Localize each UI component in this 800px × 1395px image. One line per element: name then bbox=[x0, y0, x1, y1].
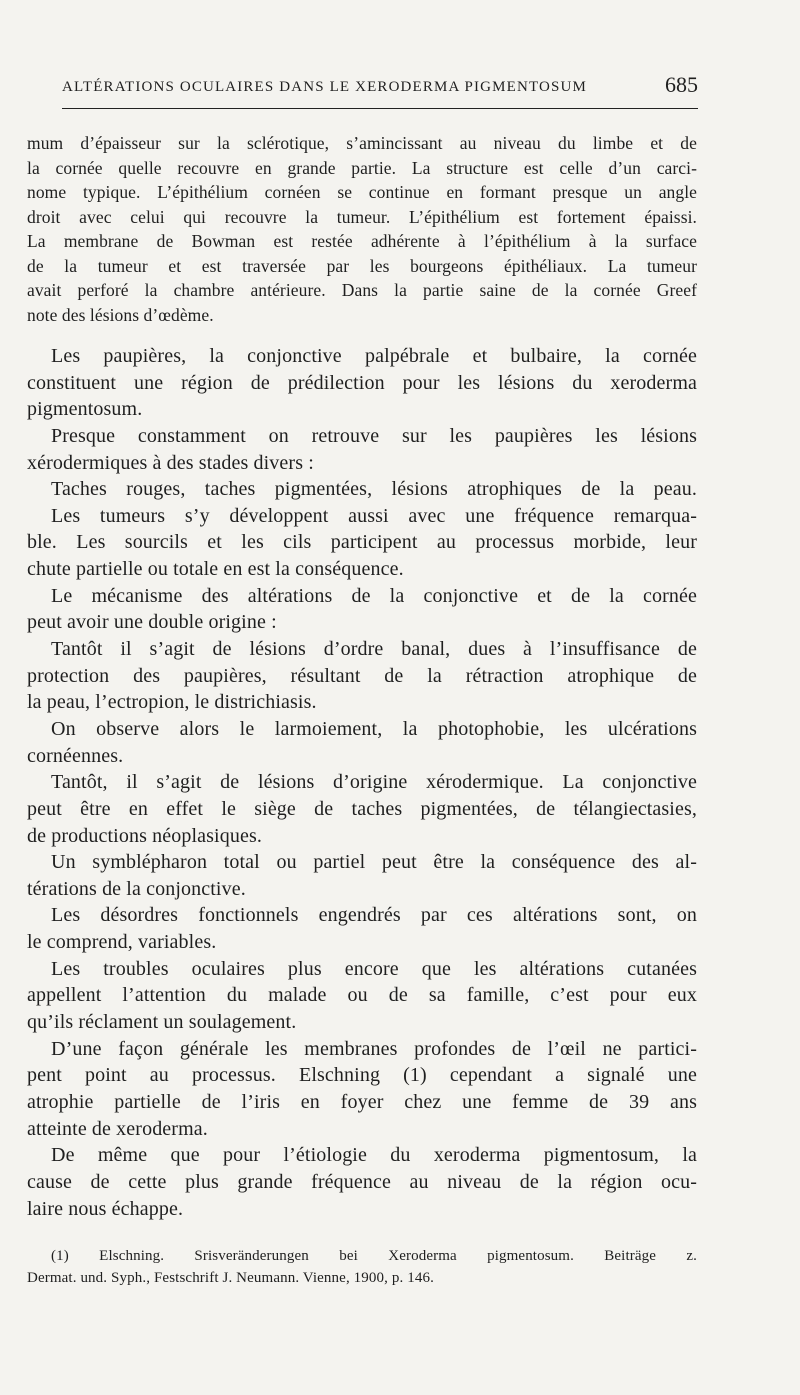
body-line: constituent une région de prédilection pour les lésions du xeroderma bbox=[27, 371, 697, 394]
lead-line: la cornée quelle recouvre en grande partie. La structure est celle d’un carci- bbox=[27, 157, 697, 178]
footnote bbox=[27, 1246, 697, 1289]
body-line: D’une façon générale les membranes profondes de l’œil ne partici- bbox=[51, 1037, 697, 1060]
body-line: Les désordres fonctionnels engendrés par ces altérations sont, on bbox=[51, 904, 697, 927]
body-line: peut être en effet le siège de taches pigmentées, de télangiectasies, bbox=[27, 797, 697, 820]
body-line: Tantôt, il s’agit de lésions d’origine xérodermique. La conjonctive bbox=[51, 771, 697, 794]
body-line: Presque constamment on retrouve sur les paupières les lésions bbox=[51, 424, 697, 447]
body-line: Le mécanisme des altérations de la conjonctive et de la cornée bbox=[51, 584, 697, 607]
body-line: peut avoir une double origine : bbox=[27, 611, 277, 634]
footnote-line: Dermat. und. Syph., Festschrift J. Neumann. Vienne, 1900, p. 146. bbox=[27, 1269, 434, 1286]
header-rule bbox=[62, 108, 698, 109]
body-line: térations de la conjonctive. bbox=[27, 877, 246, 900]
body-line: cause de cette plus grande fréquence au niveau de la région ocu- bbox=[27, 1170, 697, 1193]
lead-line: note des lésions d’œdème. bbox=[27, 304, 214, 325]
body-line: chute partielle ou totale en est la conséquence. bbox=[27, 558, 404, 581]
body-line: appellent l’attention du malade ou de sa famille, c’est pour eux bbox=[27, 984, 697, 1007]
page-number: 685 bbox=[665, 72, 698, 97]
body-line: De même que pour l’étiologie du xeroderma pigmentosum, la bbox=[51, 1144, 697, 1167]
lead-line: La membrane de Bowman est restée adhérente à l’épithélium à la surface bbox=[27, 231, 697, 251]
lead-line: de la tumeur et est traversée par les bourgeons épithéliaux. La tumeur bbox=[27, 255, 697, 276]
body-line: Un symblépharon total ou partiel peut être la conséquence des al- bbox=[51, 851, 697, 874]
lead-line: nome typique. L’épithélium cornéen se continue en formant presque un angle bbox=[27, 182, 697, 202]
body-line: laire nous échappe. bbox=[27, 1197, 184, 1220]
body-line: Taches rouges, taches pigmentées, lésions atrophiques de la peau. bbox=[51, 478, 697, 501]
body-line: Les paupières, la conjonctive palpébrale et bulbaire, la cornée bbox=[51, 345, 697, 367]
body-line: xérodermiques à des stades divers : bbox=[27, 451, 314, 474]
main-text bbox=[27, 343, 697, 1222]
body-line: de productions néoplasiques. bbox=[27, 824, 262, 847]
lead-line: mum d’épaisseur sur la sclérotique, s’amincissant au niveau du limbe et de bbox=[27, 133, 697, 153]
lead-line: droit avec celui qui recouvre la tumeur. L’épithélium est fortement épaissi. bbox=[27, 206, 697, 227]
body-line: pigmentosum. bbox=[27, 398, 143, 421]
lead-line: avait perforé la chambre antérieure. Dans la partie saine de la cornée Greef bbox=[27, 280, 697, 300]
footnote-line: (1) Elschning. Srisveränderungen bei Xeroderma pigmentosum. Beiträge z. bbox=[51, 1248, 697, 1264]
body-line: Les tumeurs s’y développent aussi avec une fréquence remarqua- bbox=[51, 504, 697, 527]
body-line: ble. Les sourcils et les cils participent au processus morbide, leur bbox=[27, 531, 697, 554]
body-line: atteinte de xeroderma. bbox=[27, 1117, 208, 1140]
body-line: On observe alors le larmoiement, la photophobie, les ulcérations bbox=[51, 717, 697, 740]
body-line: cornéennes. bbox=[27, 744, 124, 767]
running-title: ALTÉRATIONS OCULAIRES DANS LE XERODERMA PIGMENTOSUM bbox=[62, 79, 587, 95]
body-line: Tantôt il s’agit de lésions d’ordre banal, dues à l’insuffisance de bbox=[51, 638, 697, 661]
lead-paragraph bbox=[27, 131, 697, 327]
body-line: la peau, l’ectropion, le districhiasis. bbox=[27, 691, 317, 714]
body-line: protection des paupières, résultant de la rétraction atrophique de bbox=[27, 664, 697, 687]
body-line: atrophie partielle de l’iris en foyer chez une femme de 39 ans bbox=[27, 1090, 697, 1113]
body-line: Les troubles oculaires plus encore que les altérations cutanées bbox=[51, 957, 697, 980]
body-line: pent point au processus. Elschning (1) cependant a signalé une bbox=[27, 1064, 697, 1087]
body-line: qu’ils réclament un soulagement. bbox=[27, 1011, 297, 1034]
body-line: le comprend, variables. bbox=[27, 931, 217, 954]
page-header bbox=[62, 62, 698, 96]
